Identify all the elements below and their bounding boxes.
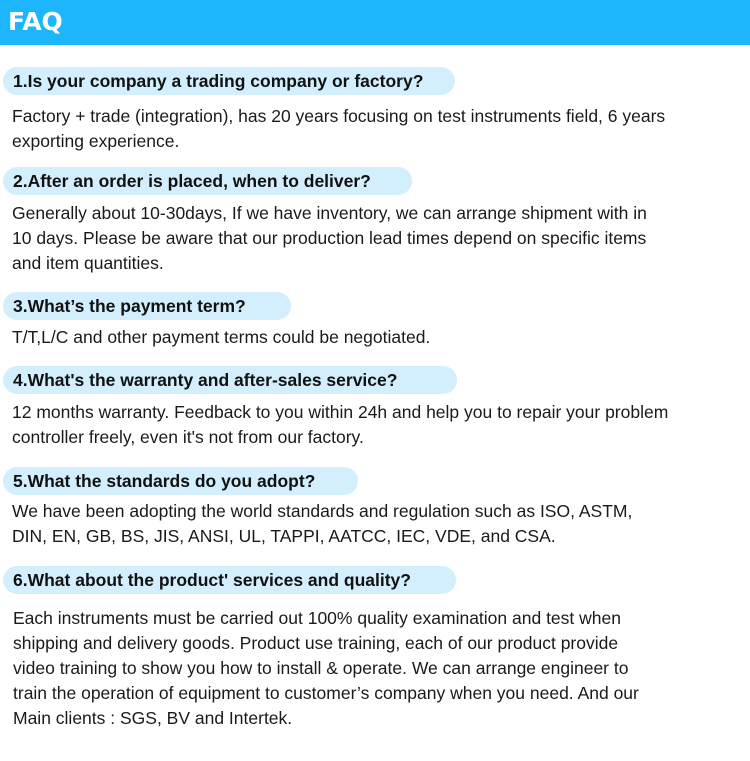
- answer-line: Generally about 10-30days, If we have inventory, we can arrange shipment with in: [12, 203, 647, 223]
- answer-text: [12, 201, 732, 276]
- answer-text: [12, 400, 732, 450]
- answer-text: [12, 325, 732, 350]
- answer-line: T/T,L/C and other payment terms could be negotiated.: [12, 327, 431, 347]
- answer-line: We have been adopting the world standards and regulation such as ISO, ASTM,: [12, 501, 633, 521]
- answer-line: video training to show you how to install & operate. We can arrange engineer to: [13, 658, 629, 678]
- question-text: 3.What’s the payment term?: [13, 296, 246, 316]
- answer-line: controller freely, even it's not from our factory.: [12, 427, 364, 447]
- page-title: FAQ: [8, 7, 63, 36]
- question-text: 1.Is your company a trading company or factory?: [13, 71, 424, 91]
- answer-line: DIN, EN, GB, BS, JIS, ANSI, UL, TAPPI, AATCC, IEC, VDE, and CSA.: [12, 526, 556, 546]
- faq-header: [0, 0, 750, 45]
- answer-line: Main clients : SGS, BV and Intertek.: [13, 708, 293, 728]
- question-text: 6.What about the product' services and quality?: [13, 570, 411, 590]
- question-pill: [3, 566, 456, 594]
- answer-line: Factory + trade (integration), has 20 years focusing on test instruments field, 6 years: [12, 106, 666, 126]
- answer-text: [13, 606, 733, 731]
- question-pill: [3, 292, 291, 320]
- question-pill: [3, 67, 455, 95]
- question-pill: [3, 366, 457, 394]
- answer-line: train the operation of equipment to customer’s company when you need. And our: [13, 683, 639, 703]
- answer-line: and item quantities.: [12, 253, 164, 273]
- question-text: 2.After an order is placed, when to deliver?: [13, 171, 371, 191]
- answer-line: 12 months warranty. Feedback to you within 24h and help you to repair your problem: [12, 402, 669, 422]
- answer-line: exporting experience.: [12, 131, 180, 151]
- question-text: 4.What's the warranty and after-sales service?: [13, 370, 398, 390]
- answer-line: shipping and delivery goods. Product use training, each of our product provide: [13, 633, 619, 653]
- answer-text: [12, 104, 732, 154]
- question-pill: [3, 467, 358, 495]
- answer-line: 10 days. Please be aware that our production lead times depend on specific items: [12, 228, 647, 248]
- question-pill: [3, 167, 412, 195]
- question-text: 5.What the standards do you adopt?: [13, 471, 316, 491]
- answer-text: [12, 499, 732, 549]
- answer-line: Each instruments must be carried out 100% quality examination and test when: [13, 608, 621, 628]
